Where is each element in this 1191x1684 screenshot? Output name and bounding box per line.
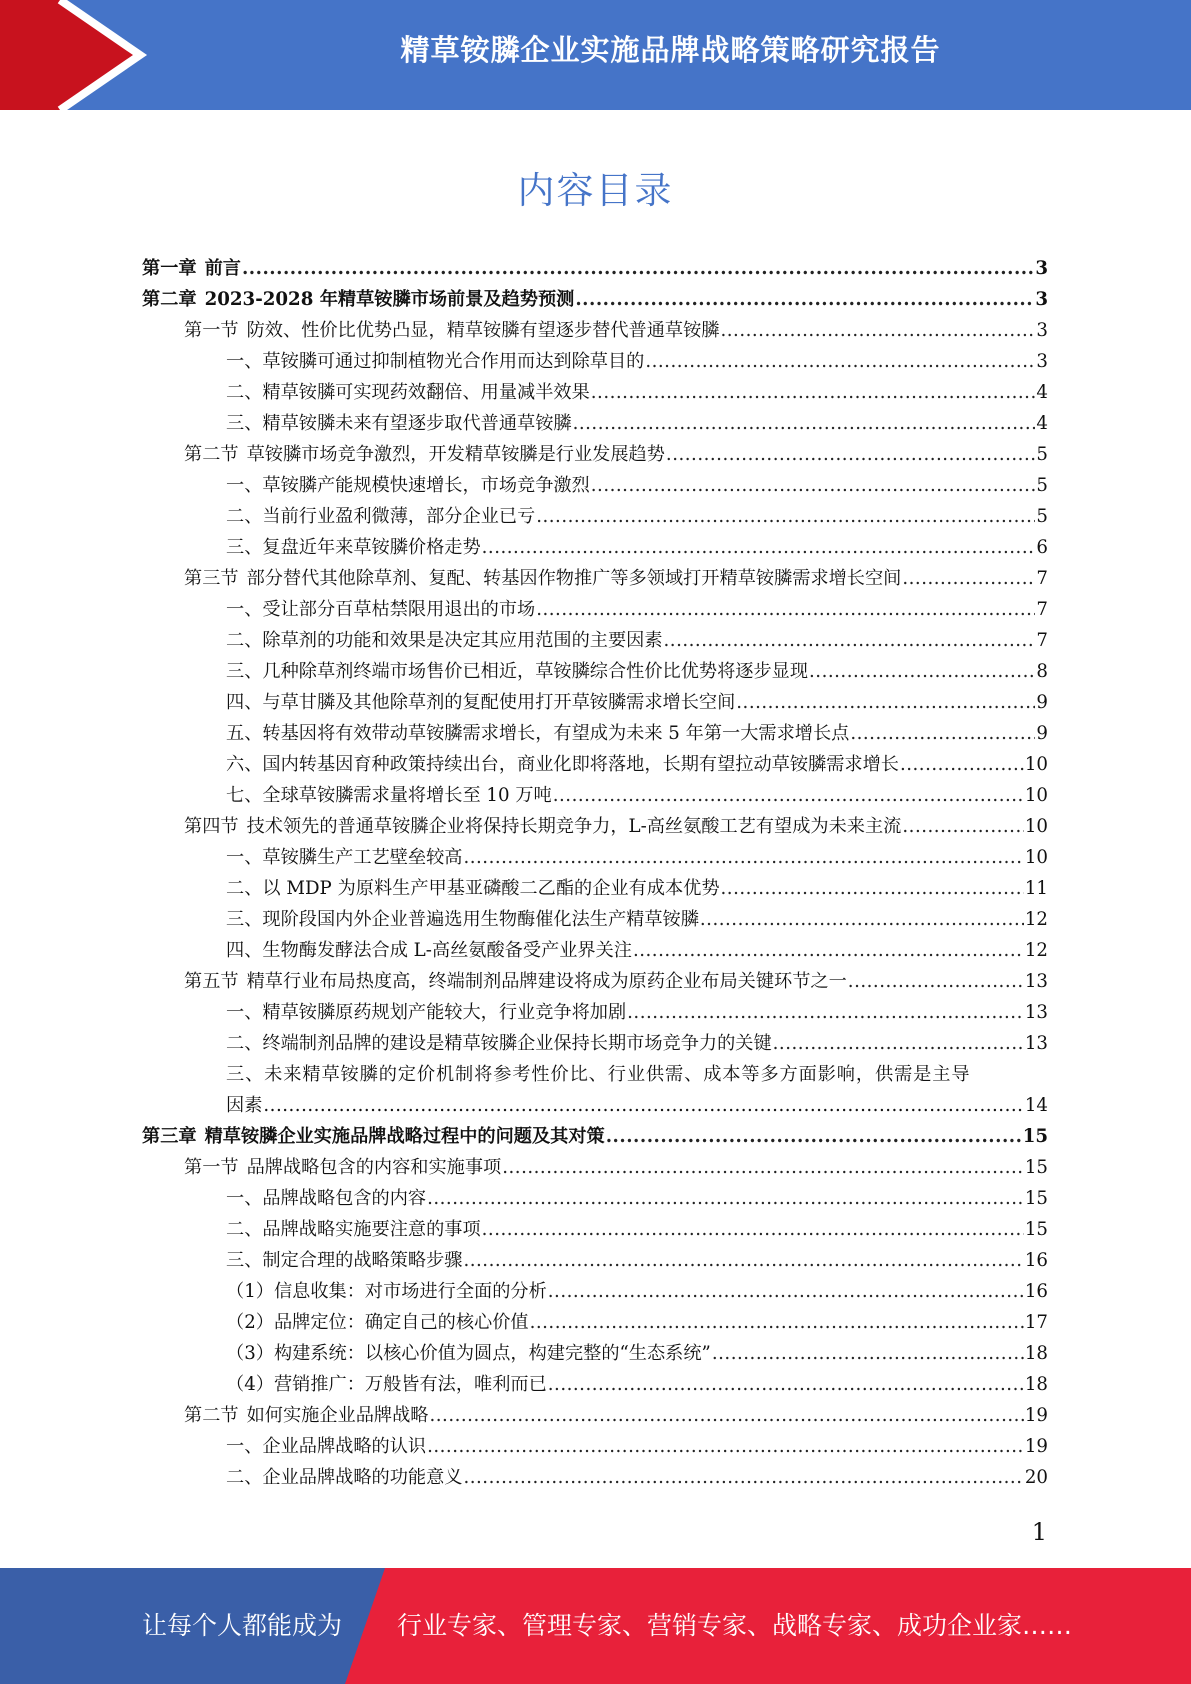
toc-entry[interactable]: [142, 625, 1048, 656]
toc-leader-dots: [645, 346, 1035, 377]
toc-entry-text: 一、精草铵膦原药规划产能较大，行业竞争将加剧: [226, 1002, 627, 1023]
toc-entry[interactable]: [142, 749, 1048, 780]
toc-entry[interactable]: [142, 346, 1048, 377]
toc-page-number: 6: [1036, 537, 1048, 558]
toc-leader-dots: [902, 811, 1023, 842]
toc-leader-dots: [575, 284, 1034, 315]
toc-chapter[interactable]: [142, 1121, 1048, 1152]
page-number: 1: [1031, 1518, 1047, 1546]
toc-entry-label: 第三章: [142, 1126, 197, 1147]
toc-leader-dots: [627, 997, 1024, 1028]
toc-leader-dots: [463, 1462, 1023, 1493]
toc-entry-text: 二、除草剂的功能和效果是决定其应用范围的主要因素: [226, 630, 663, 651]
toc-entry[interactable]: [142, 532, 1048, 563]
toc-entry-text: 品牌战略包含的内容和实施事项: [246, 1157, 502, 1178]
toc-entry[interactable]: [142, 1462, 1048, 1493]
toc-section[interactable]: [142, 315, 1048, 346]
toc-section[interactable]: [142, 966, 1048, 997]
toc-entry-text: 技术领先的普通草铵膦企业将保持长期竞争力，L-高丝氨酸工艺有望成为未来主流: [246, 816, 902, 837]
toc-leader-dots: [773, 1028, 1024, 1059]
toc-page-number: 9: [1036, 723, 1048, 744]
toc-entry-text: 2023-2028 年精草铵膦市场前景及趋势预测: [204, 289, 575, 310]
toc-entry-text: 三、制定合理的战略策略步骤: [226, 1250, 463, 1271]
toc-leader-dots: [591, 377, 1036, 408]
toc-leader-dots: [463, 842, 1023, 873]
toc-section[interactable]: [142, 439, 1048, 470]
toc-entry-text: 精草行业布局热度高，终端制剂品牌建设将成为原药企业布局关键环节之一: [246, 971, 847, 992]
toc-entry-text-continued: 因素: [226, 1095, 263, 1116]
toc-page-number: 13: [1024, 1033, 1048, 1054]
toc-page-number: 20: [1024, 1467, 1048, 1488]
toc-page-number: 16: [1024, 1281, 1048, 1302]
toc-entry-label: 第三节: [184, 568, 239, 589]
table-of-contents: [142, 253, 1048, 1493]
toc-page-number: 16: [1024, 1250, 1048, 1271]
toc-page-number: 5: [1036, 444, 1048, 465]
toc-entry[interactable]: [142, 1307, 1048, 1338]
toc-entry[interactable]: [142, 718, 1048, 749]
toc-entry[interactable]: [142, 873, 1048, 904]
toc-entry[interactable]: [142, 1183, 1048, 1214]
toc-page-number: 10: [1024, 754, 1048, 775]
toc-page-number: 11: [1024, 878, 1048, 899]
toc-page-number: 12: [1024, 909, 1048, 930]
toc-leader-dots: [427, 1431, 1024, 1462]
toc-page-number: 10: [1024, 816, 1048, 837]
report-title: 精草铵膦企业实施品牌战略策略研究报告: [400, 33, 941, 67]
footer-banner: [0, 1568, 1191, 1684]
toc-entry-text: 三、复盘近年来草铵膦价格走势: [226, 537, 481, 558]
toc-leader-dots: [900, 749, 1024, 780]
toc-entry-text: 二、品牌战略实施要注意的事项: [226, 1219, 481, 1240]
toc-page-number: 7: [1036, 599, 1048, 620]
toc-page-number: 10: [1024, 785, 1048, 806]
toc-leader-dots: [700, 904, 1024, 935]
toc-leader-dots: [536, 594, 1035, 625]
toc-entry[interactable]: [142, 470, 1048, 501]
toc-entry-text: 五、转基因将有效带动草铵膦需求增长，有望成为未来 5 年第一大需求增长点: [226, 723, 850, 744]
toc-page-number: 10: [1024, 847, 1048, 868]
toc-leader-dots: [548, 1369, 1024, 1400]
toc-entry-text: 一、受让部分百草枯禁限用退出的市场: [226, 599, 536, 620]
toc-entry[interactable]: [142, 1431, 1048, 1462]
toc-entry-text: （4）营销推广：万般皆有法，唯利而已: [226, 1374, 547, 1395]
toc-chapter[interactable]: [142, 253, 1048, 284]
toc-page-number: 4: [1036, 382, 1048, 403]
toc-entry-text: 二、企业品牌战略的功能意义: [226, 1467, 463, 1488]
toc-page-number: 18: [1024, 1374, 1048, 1395]
toc-entry-text: 二、精草铵膦可实现药效翻倍、用量减半效果: [226, 382, 590, 403]
toc-page-number: 15: [1024, 1188, 1048, 1209]
toc-leader-dots: [721, 873, 1024, 904]
toc-entry-text: 防效、性价比优势凸显，精草铵膦有望逐步替代普通草铵膦: [246, 320, 720, 341]
footer-slogan-right: 行业专家、管理专家、营销专家、战略专家、成功企业家……: [397, 1611, 1073, 1640]
footer-slogan-left: 让每个人都能成为: [142, 1611, 343, 1640]
toc-page-number: 8: [1036, 661, 1048, 682]
toc-page-number: 15: [1024, 1219, 1048, 1240]
toc-page-number: 13: [1024, 1002, 1048, 1023]
toc-entry-text: 二、当前行业盈利微薄，部分企业已亏: [226, 506, 536, 527]
toc-entry[interactable]: [142, 1369, 1048, 1400]
toc-entry-text: 六、国内转基因育种政策持续出台，商业化即将落地，长期有望拉动草铵膦需求增长: [226, 754, 899, 775]
toc-entry-label: 第四节: [184, 816, 239, 837]
toc-leader-dots: [502, 1152, 1024, 1183]
toc-leader-dots: [553, 780, 1024, 811]
toc-page-number: 3: [1036, 351, 1048, 372]
toc-page-number: 7: [1036, 568, 1048, 589]
toc-entry-text: （2）品牌定位：确定自己的核心价值: [226, 1312, 529, 1333]
toc-page-number: 3: [1036, 320, 1048, 341]
toc-entry[interactable]: [142, 687, 1048, 718]
toc-section[interactable]: [142, 1400, 1048, 1431]
toc-entry[interactable]: [142, 780, 1048, 811]
toc-leader-dots: [720, 315, 1035, 346]
toc-entry-text: （3）构建系统：以核心价值为圆点，构建完整的“生态系统”: [226, 1343, 711, 1364]
toc-leader-dots: [427, 1183, 1024, 1214]
toc-page-number: 19: [1024, 1436, 1048, 1457]
toc-entry-label: 第二节: [184, 444, 239, 465]
toc-leader-dots: [482, 532, 1036, 563]
toc-entry-text: 一、品牌战略包含的内容: [226, 1188, 427, 1209]
toc-entry[interactable]: [142, 1214, 1048, 1245]
toc-page-number: 3: [1035, 258, 1048, 279]
toc-entry[interactable]: [142, 656, 1048, 687]
chevron-arrow-icon: [0, 0, 150, 110]
toc-page-number: 5: [1036, 506, 1048, 527]
toc-entry[interactable]: [142, 1059, 1048, 1121]
toc-leader-dots: [429, 1400, 1023, 1431]
toc-page-number: 17: [1024, 1312, 1048, 1333]
toc-page-number: 4: [1036, 413, 1048, 434]
toc-entry-label: 第五节: [184, 971, 239, 992]
toc-entry-text: 前言: [204, 258, 241, 279]
toc-entry[interactable]: [142, 997, 1048, 1028]
toc-leader-dots: [902, 563, 1035, 594]
toc-leader-dots: [633, 935, 1024, 966]
toc-entry-text: 二、以 MDP 为原料生产甲基亚磷酸二乙酯的企业有成本优势: [226, 878, 720, 899]
toc-entry-text: （1）信息收集：对市场进行全面的分析: [226, 1281, 547, 1302]
toc-page-number: 18: [1024, 1343, 1048, 1364]
toc-entry[interactable]: [142, 1028, 1048, 1059]
toc-section[interactable]: [142, 811, 1048, 842]
toc-section[interactable]: [142, 563, 1048, 594]
toc-chapter[interactable]: [142, 284, 1048, 315]
toc-leader-dots: [606, 1121, 1022, 1152]
header-banner: [0, 0, 1191, 110]
toc-entry[interactable]: [142, 594, 1048, 625]
toc-entry-text: 一、企业品牌战略的认识: [226, 1436, 427, 1457]
toc-entry-text: 三、精草铵膦未来有望逐步取代普通草铵膦: [226, 413, 572, 434]
toc-leader-dots: [850, 718, 1035, 749]
toc-leader-dots: [848, 966, 1024, 997]
toc-entry-text: 四、与草甘膦及其他除草剂的复配使用打开草铵膦需求增长空间: [226, 692, 736, 713]
toc-entry[interactable]: [142, 1245, 1048, 1276]
toc-entry[interactable]: [142, 1276, 1048, 1307]
toc-page-number: 5: [1036, 475, 1048, 496]
toc-entry-text: 四、生物酶发酵法合成 L-高丝氨酸备受产业界关注: [226, 940, 632, 961]
toc-entry-text: 部分替代其他除草剂、复配、转基因作物推广等多领域打开精草铵膦需求增长空间: [246, 568, 902, 589]
toc-entry[interactable]: [142, 1338, 1048, 1369]
toc-leader-dots: [242, 253, 1034, 284]
toc-section[interactable]: [142, 1152, 1048, 1183]
toc-leader-dots: [482, 1214, 1024, 1245]
toc-entry[interactable]: [142, 501, 1048, 532]
toc-entry-text: 如何实施企业品牌战略: [246, 1405, 429, 1426]
toc-page-number: 3: [1035, 289, 1048, 310]
toc-leader-dots: [548, 1276, 1024, 1307]
toc-leader-dots: [530, 1307, 1024, 1338]
toc-leader-dots: [591, 470, 1036, 501]
toc-leader-dots: [712, 1338, 1024, 1369]
toc-entry-label: 第二节: [184, 1405, 239, 1426]
toc-entry-text: 三、现阶段国内外企业普遍选用生物酶催化法生产精草铵膦: [226, 909, 699, 930]
toc-entry-label: 第一节: [184, 1157, 239, 1178]
toc-leader-dots: [573, 408, 1036, 439]
toc-entry-text: 一、草铵膦产能规模快速增长，市场竞争激烈: [226, 475, 590, 496]
toc-leader-dots: [666, 439, 1036, 470]
toc-page-number: 7: [1036, 630, 1048, 651]
toc-entry[interactable]: [142, 935, 1048, 966]
toc-entry[interactable]: [142, 842, 1048, 873]
toc-heading: 内容目录: [517, 169, 674, 212]
toc-leader-dots: [536, 501, 1035, 532]
toc-entry-label: 第一节: [184, 320, 239, 341]
toc-entry-label: 第二章: [142, 289, 197, 310]
toc-entry-text: 三、未来精草铵膦的定价机制将参考性价比、行业供需、成本等多方面影响，供需是主导: [226, 1064, 971, 1085]
toc-page-number: 15: [1024, 1157, 1048, 1178]
toc-page-number: 19: [1024, 1405, 1048, 1426]
toc-entry-label: 第一章: [142, 258, 197, 279]
toc-entry-text: 一、草铵膦生产工艺壁垒较高: [226, 847, 463, 868]
toc-page-number: 15: [1022, 1126, 1048, 1147]
toc-leader-dots: [736, 687, 1035, 718]
toc-entry-text: 三、几种除草剂终端市场售价已相近，草铵膦综合性价比优势将逐步显现: [226, 661, 809, 682]
toc-leader-dots: [263, 1090, 1023, 1121]
toc-page-number: 13: [1024, 971, 1048, 992]
toc-entry[interactable]: [142, 377, 1048, 408]
toc-entry[interactable]: [142, 904, 1048, 935]
toc-page-number: 14: [1024, 1095, 1048, 1116]
toc-entry-text: 二、终端制剂品牌的建设是精草铵膦企业保持长期市场竞争力的关键: [226, 1033, 772, 1054]
toc-page-number: 9: [1036, 692, 1048, 713]
toc-entry-text: 精草铵膦企业实施品牌战略过程中的问题及其对策: [204, 1126, 605, 1147]
toc-leader-dots: [463, 1245, 1023, 1276]
toc-entry-text: 七、全球草铵膦需求量将增长至 10 万吨: [226, 785, 552, 806]
toc-entry-text: 一、草铵膦可通过抑制植物光合作用而达到除草目的: [226, 351, 645, 372]
toc-entry-text: 草铵膦市场竞争激烈，开发精草铵膦是行业发展趋势: [246, 444, 665, 465]
toc-entry[interactable]: [142, 408, 1048, 439]
toc-leader-dots: [664, 625, 1036, 656]
toc-page-number: 12: [1024, 940, 1048, 961]
toc-leader-dots: [809, 656, 1035, 687]
